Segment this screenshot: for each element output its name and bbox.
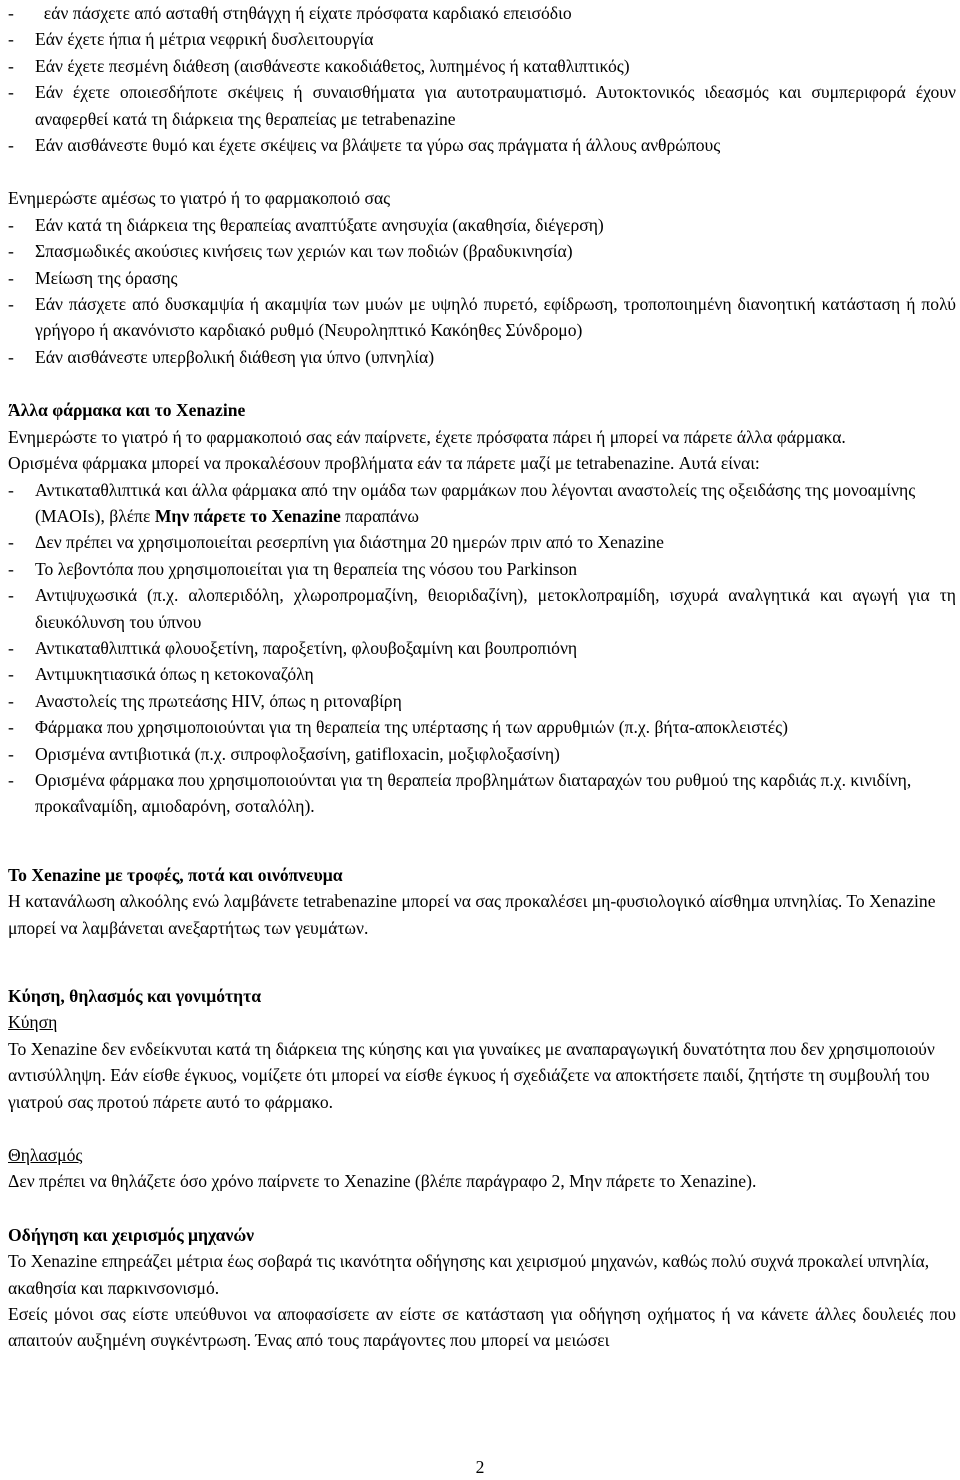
list-item-text: Εάν έχετε πεσμένη διάθεση (αισθάνεστε κακοδιάθετος, λυπημένος ή καταθλιπτικός) bbox=[35, 55, 630, 76]
list-item-text: Ορισμένα αντιβιοτικά (π.χ. σιπροφλοξασίνη, gatifloxacin, μοξιφλοξασίνη) bbox=[35, 743, 560, 764]
list-item-text: Εάν έχετε οποιεσδήποτε σκέψεις ή συναισθήματα για αυτοτραυματισμό. Αυτοκτονικός ιδεασμός και συμπεριφορά έχουν αναφερθεί κατά τη διάρκεια της θεραπείας με tetrabenazine bbox=[35, 82, 956, 129]
list-item bbox=[8, 79, 956, 132]
list-item-text: Αντικαταθλιπτικά φλουοξετίνη, παροξετίνη, φλουβοξαμίνη και βουπροπιόνη bbox=[35, 637, 578, 658]
list-item-text: Εάν αισθάνεστε υπερβολική διάθεση για ύπνο (υπνηλία) bbox=[35, 346, 435, 367]
section-heading-pregnancy: Κύηση, θηλασμός και γονιμότητα bbox=[8, 986, 262, 1006]
list-item-text-part: παραπάνω bbox=[340, 505, 419, 526]
list-dash: - bbox=[8, 82, 14, 103]
list-dash: - bbox=[8, 717, 14, 738]
list-item bbox=[8, 661, 956, 687]
paragraph: Ενημερώστε το γιατρό ή το φαρμακοποιό σας εάν παίρνετε, έχετε πρόσφατα πάρει ή μπορεί να πάρετε άλλα φάρμακα. bbox=[8, 426, 846, 447]
list-item bbox=[8, 265, 956, 291]
section-heading-other-medicines: Άλλα φάρμακα και το Xenazine bbox=[8, 400, 246, 421]
list-dash: - bbox=[8, 55, 14, 76]
document-body bbox=[8, 0, 956, 1354]
list-dash: - bbox=[8, 241, 14, 262]
paragraph: Το Xenazine δεν ενδείκνυται κατά τη διάρκεια της κύησης και για γυναίκες με αναπαραγωγική δυνατότητα που δεν χρησιμοποιούν αντισύλληψη. Εάν είσθε έγκυος, νομίζετε ότι μπορεί να είσθε έγκυος ή σχεδιάζετε να αποκτήσετε παιδί, ζητήστε τη συμβουλή του γιατρού σας προτού πάρετε αυτό το φάρμακο. bbox=[8, 1038, 935, 1112]
list-item-text-part: Αντικαταθλιπτικά και άλλα φάρμακα από την ομάδα των φαρμάκων που λέγονται αναστολείς της οξειδάσης της μονοαμίνης (MAOIs), βλέπε bbox=[35, 479, 916, 526]
paragraph: Η κατανάλωση αλκοόλης ενώ λαμβάνετε tetrabenazine μπορεί να σας προκαλέσει μη-φυσιολογικό αίσθημα υπνηλίας. Το Xenazine μπορεί να λαμβάνεται ανεξαρτήτως των γευμάτων. bbox=[8, 891, 936, 938]
list-item-text: εάν πάσχετε από ασταθή στηθάγχη ή είχατε πρόσφατα καρδιακό επεισόδιο bbox=[35, 3, 572, 23]
list-dash: - bbox=[8, 346, 14, 367]
list-item-text: Ορισμένα φάρμακα που χρησιμοποιούνται για τη θεραπεία προβλημάτων διαταραχών του ρυθμού της καρδιάς π.χ. κινιδίνη, προκαΐναμίδη, αμιοδαρόνη, σοταλόλη). bbox=[35, 769, 912, 817]
list-item bbox=[8, 291, 956, 344]
list-dash: - bbox=[8, 690, 14, 711]
list-item-text: Αναστολείς της πρωτεάσης HIV, όπως η ριτοναβίρη bbox=[35, 690, 402, 711]
list-item bbox=[8, 238, 956, 264]
list-item-text: Μείωση της όρασης bbox=[35, 267, 178, 288]
spacer bbox=[8, 820, 956, 862]
list-item-text: Εάν πάσχετε από δυσκαμψία ή ακαμψία των μυών με υψηλό πυρετό, εφίδρωση, τροποποιημένη διανοητική κατάσταση ή πολύ γρήγορο ή ακανόνιστο καρδιακό ρυθμό (Νευροληπτικό Κακόηθες Σύνδρομο) bbox=[35, 294, 956, 341]
list-item-text: Εάν έχετε ήπια ή μέτρια νεφρική δυσλειτουργία bbox=[35, 29, 374, 50]
list-item-text: Δεν πρέπει να χρησιμοποιείται ρεσερπίνη για διάστημα 20 ημερών πριν από το Xenazine bbox=[35, 532, 664, 553]
list-item bbox=[8, 582, 956, 635]
list-item-text: Εάν αισθάνεστε θυμό και έχετε σκέψεις να βλάψετε τα γύρω σας πράγματα ή άλλους ανθρώπους bbox=[35, 135, 721, 156]
list-item bbox=[8, 26, 956, 52]
paragraph: Το Xenazine επηρεάζει μέτρια έως σοβαρά τις ικανότητα οδήγησης και χειρισμού μηχανών, καθώς πολύ συχνά προκαλεί υπνηλία, ακαθησία και παρκινσονισμό. bbox=[8, 1251, 930, 1298]
list-item bbox=[8, 635, 956, 661]
paragraph: Δεν πρέπει να θηλάζετε όσο χρόνο παίρνετε το Xenazine (βλέπε παράγραφο 2, Μην πάρετε το Xenazine). bbox=[8, 1171, 757, 1192]
list-item bbox=[8, 344, 956, 370]
list-dash: - bbox=[8, 267, 14, 288]
list-item-text: Αντιψυχωσικά (π.χ. αλοπεριδόλη, χλωροπρομαζίνη, θειοριδαζίνη), μετοκλοπραμίδη, ισχυρά αναλγητικά και αγωγή για τη διευκόλυνση του ύπνου bbox=[35, 585, 956, 632]
list-dash: - bbox=[8, 3, 14, 23]
list-item bbox=[8, 132, 956, 158]
list-item-text: Σπασμωδικές ακούσιες κινήσεις των χεριών και των ποδιών (βραδυκινησία) bbox=[35, 241, 573, 262]
list-item-text: Το λεβοντόπα που χρησιμοποιείται για τη θεραπεία της νόσου του Parkinson bbox=[35, 558, 578, 579]
list-item-text bbox=[35, 477, 956, 530]
list-item bbox=[8, 556, 956, 582]
list-dash: - bbox=[8, 558, 14, 579]
list-item bbox=[8, 477, 956, 530]
list-item bbox=[8, 529, 956, 555]
subheading-pregnancy: Κύηση bbox=[8, 1012, 58, 1033]
list-item bbox=[8, 714, 956, 740]
list-dash: - bbox=[8, 637, 14, 658]
list-item bbox=[8, 688, 956, 714]
section-heading-driving: Οδήγηση και χειρισμός μηχανών bbox=[8, 1224, 255, 1245]
paragraph: Ορισμένα φάρμακα μπορεί να προκαλέσουν προβλήματα εάν τα πάρετε μαζί με tetrabenazine. Αυτά είναι: bbox=[8, 453, 760, 474]
list-item-text: Αντιμυκητιασικά όπως η κετοκοναζόλη bbox=[35, 664, 314, 685]
page-number: 2 bbox=[475, 1457, 485, 1477]
spacer bbox=[8, 941, 956, 983]
list-item bbox=[8, 741, 956, 767]
list-dash: - bbox=[8, 135, 14, 156]
section-heading-food-drink: Το Xenazine με τροφές, ποτά και οινόπνευμα bbox=[8, 864, 343, 885]
inform-intro: Ενημερώστε αμέσως το γιατρό ή το φαρμακοποιό σας bbox=[8, 188, 391, 209]
paragraph: Εσείς μόνοι σας είστε υπεύθυνοι να αποφασίσετε αν είστε σε κατάσταση για οδήγηση οχήματος ή να κάνετε άλλες δουλειές που απαιτούν αυξημένη συγκέντρωση. Ένας από τους παράγοντες που μπορεί να μειώσει bbox=[8, 1304, 956, 1351]
list-item bbox=[8, 767, 956, 820]
list-dash: - bbox=[8, 29, 14, 50]
list-dash: - bbox=[8, 479, 14, 500]
list-item bbox=[8, 0, 956, 26]
list-dash: - bbox=[8, 743, 14, 764]
list-dash: - bbox=[8, 585, 14, 606]
list-dash: - bbox=[8, 214, 14, 235]
list-item-text: Φάρμακα που χρησιμοποιούνται για τη θεραπεία της υπέρτασης ή των αρρυθμιών (π.χ. βήτα-αποκλειστές) bbox=[35, 717, 788, 738]
list-dash: - bbox=[8, 664, 14, 685]
spacer bbox=[8, 1195, 956, 1222]
list-item bbox=[8, 53, 956, 79]
list-item-text: Εάν κατά τη διάρκεια της θεραπείας αναπτύξατε ανησυχία (ακαθησία, διέγερση) bbox=[35, 214, 604, 235]
spacer bbox=[8, 1115, 956, 1142]
cross-reference: Μην πάρετε το Xenazine bbox=[154, 505, 341, 526]
spacer bbox=[8, 158, 956, 185]
list-dash: - bbox=[8, 294, 14, 315]
subheading-breastfeeding: Θηλασμός bbox=[8, 1145, 83, 1166]
list-dash: - bbox=[8, 769, 14, 790]
spacer bbox=[8, 370, 956, 397]
list-dash: - bbox=[8, 532, 14, 553]
list-item bbox=[8, 212, 956, 238]
